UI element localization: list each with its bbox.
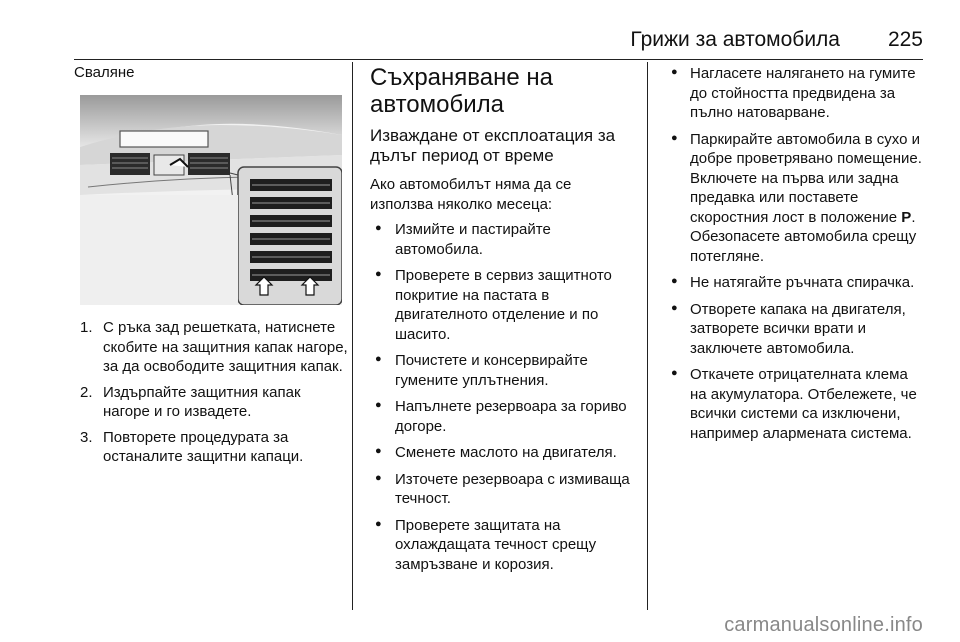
column-2 bbox=[370, 64, 632, 581]
column-1 bbox=[74, 64, 346, 81]
removal-steps bbox=[80, 318, 350, 473]
bullet-item: ● Сменете маслото на двигателя. bbox=[370, 443, 632, 463]
header-rule bbox=[74, 59, 923, 60]
step-text: Издърпайте защитния капак нагоре и го извадете. bbox=[103, 383, 301, 420]
bullet-text-rest: . Обезопасете автомобила срещу потегляне. bbox=[690, 208, 917, 265]
column-divider-2 bbox=[647, 62, 648, 610]
storage-bullet-list bbox=[370, 220, 632, 574]
bullet-item: ● Напълнете резервоара за гориво догоре. bbox=[370, 397, 632, 436]
step-number: 1. bbox=[80, 319, 93, 336]
bullet-item: ● Източете резервоара с измиваща течност. bbox=[370, 470, 632, 509]
step-number: 3. bbox=[80, 428, 93, 446]
header-title: Грижи за автомобила bbox=[630, 28, 840, 51]
bullet-text: Паркирайте автомобила в сухо и добре проветрявано помещение. Включете на първа или задна предавка или поставете скоростния лост в положение bbox=[690, 130, 922, 226]
bullet-item: ● Нагласете налягането на гумите до стойността предвидена за пълно натоварване. bbox=[666, 64, 928, 123]
bullet-item: ● Почистете и консервирайте гумените уплътнения. bbox=[370, 351, 632, 390]
bullet-item: ● Проверете в сервиз защитното покритие на пастата в двигателното отделение и по шасито. bbox=[370, 266, 632, 344]
storage-intro: Ако автомобилът няма да се използва няколко месеца: bbox=[370, 176, 572, 213]
storage-subheading: Изваждане от експлоатация за дълъг период от време bbox=[370, 126, 616, 165]
bullet-item: ● Откачете отрицателната клема на акумулатора. Отбележете, че всички системи са изключени, например алармената система. bbox=[666, 365, 928, 443]
storage-heading: Съхраняване на автомобила bbox=[370, 64, 553, 118]
step-text: С ръка зад решетката, натиснете скобите на защитния капак нагоре, за да освободите защитния капак. bbox=[103, 319, 348, 375]
watermark: carmanualsonline.info bbox=[724, 614, 923, 636]
step-item bbox=[80, 383, 350, 422]
page-header bbox=[0, 26, 960, 56]
step-number: 2. bbox=[80, 383, 93, 401]
step-text: Повторете процедурата за останалите защитни капаци. bbox=[103, 428, 304, 465]
bumper-figure bbox=[80, 95, 342, 305]
gear-position-p: P bbox=[901, 208, 912, 226]
bullet-item: ● Отворете капака на двигателя, затворете всички врати и заключете автомобила. bbox=[666, 300, 928, 359]
step-item bbox=[80, 318, 350, 377]
column-divider-1 bbox=[352, 62, 353, 610]
column-3 bbox=[666, 64, 928, 450]
bullet-item bbox=[666, 130, 928, 267]
bullet-item: ● Проверете защитата на охлаждащата течност срещу замръзване и корозия. bbox=[370, 516, 632, 575]
bullet-item: ● Измийте и пастирайте автомобила. bbox=[370, 220, 632, 259]
section-title: Сваляне bbox=[74, 64, 135, 81]
page-number: 225 bbox=[887, 28, 923, 51]
bullet-item: ● Не натягайте ръчната спирачка. bbox=[666, 273, 928, 293]
bumper-illustration bbox=[80, 95, 342, 305]
storage-bullet-list-continued bbox=[666, 64, 928, 443]
step-item bbox=[80, 428, 350, 467]
